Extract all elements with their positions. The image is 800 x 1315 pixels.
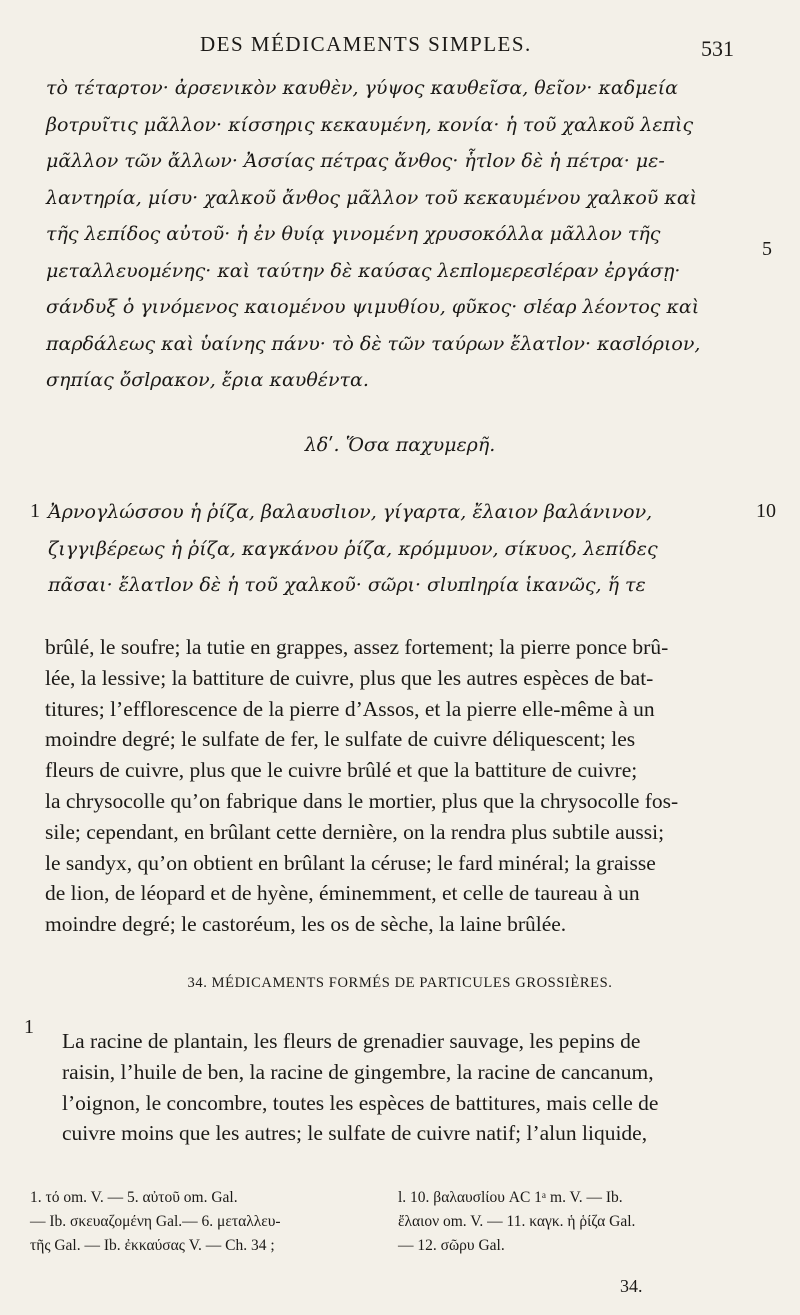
footnote-line: ἔλαιον om. V. — 11. καγκ. ἡ ῥίζα Gal.: [398, 1213, 636, 1230]
greek-line: τῆς λεπίδος αὐτοῦ· ἡ ἐν θυίᾳ γινομένη χρυσοκόλλα μᾶλλον τῆς: [46, 223, 661, 245]
greek-line: παρδάλεως καὶ ὑαίνης πάνυ· τὸ δὲ τῶν ταύρων ἔλατlον· κασlόριον,: [46, 332, 701, 355]
running-title: DES MÉDICAMENTS SIMPLES.: [200, 32, 532, 56]
greek-text-block-2: [48, 494, 748, 604]
french-line: moindre degré; le sulfate de fer, le sulfate de cuivre déliquescent; les: [45, 727, 636, 752]
signature-mark: 34.: [620, 1276, 643, 1296]
greek-line: Ἀρνογλώσσου ἡ ῥίζα, βαλαυσlιον, γίγαρτα, ἔλαιον βαλάνινον,: [48, 501, 653, 523]
french-line: lée, la lessive; la battiture de cuivre, plus que les autres espèces de bat-: [45, 665, 654, 690]
french-line: La racine de plantain, les fleurs de grenadier sauvage, les pepins de: [62, 1029, 641, 1053]
greek-chapter-heading: λδʹ. Ὅσα παχυμερῆ.: [304, 434, 496, 456]
greek-line: σηπίας ὄσlρακον, ἔρια καυθέντα.: [46, 369, 369, 391]
footnote-line: — 12. σῶρυ Gal.: [398, 1237, 505, 1254]
greek-line: σάνδυξ ὁ γινόμενος καιομένου ψιμυθίου, φῦκος· σlέαρ λέοντος καὶ: [46, 296, 700, 318]
greek-line: μεταλλευομένης· καὶ ταύτην δὲ καύσας λεπlομερεσlέραν ἐργάσῃ·: [46, 259, 681, 282]
greek-line: ζιγγιβέρεως ἡ ῥίζα, καγκάνου ῥίζα, κρόμμυον, σίκυος, λεπίδες: [48, 537, 658, 560]
french-line: moindre degré; le castoréum, les os de sèche, la laine brûlée.: [45, 912, 567, 937]
french-line: titures; l’efflorescence de la pierre d’Assos, et la pierre elle-même à un: [45, 696, 655, 721]
page-number: 531: [701, 36, 734, 61]
french-line: le sandyx, qu’on obtient en brûlant la céruse; le fard minéral; la graisse: [45, 850, 656, 875]
footnote-line: — Ib. σκευαζομένη Gal.— 6. μεταλλευ-: [30, 1213, 281, 1230]
french-line: brûlé, le soufre; la tutie en grappes, assez fortement; la pierre ponce brû-: [45, 635, 669, 659]
french-line: cuivre moins que les autres; le sulfate de cuivre natif; l’alun liquide,: [62, 1121, 648, 1146]
french-text-block-1: [45, 632, 750, 940]
line-number-margin: 10: [756, 500, 776, 522]
footnotes-left: [30, 1186, 385, 1258]
french-line: raisin, l’huile de ben, la racine de gingembre, la racine de cancanum,: [62, 1059, 654, 1084]
french-line: la chrysocolle qu’on fabrique dans le mortier, plus que la chrysocolle fos-: [45, 788, 679, 813]
running-header: [0, 32, 800, 68]
french-line: de lion, de léopard et de hyène, éminemment, et celle de taureau à un: [45, 881, 640, 906]
french-line: sile; cependant, en brûlant cette dernière, on la rendra plus subtile aussi;: [45, 819, 665, 844]
line-number-margin: 5: [762, 238, 772, 260]
greek-line: μᾶλλον τῶν ἄλλων· Ἀσσίας πέτρας ἄνθος· ἧτlον δὲ ἡ πέτρα· με-: [46, 150, 665, 172]
footnote-line: τῆς Gal. — Ib. ἐκκαύσας V. — Ch. 34 ;: [30, 1237, 275, 1254]
french-line: l’oignon, le concombre, toutes les espèces de battitures, mais celle de: [62, 1090, 659, 1115]
line-number-margin: 1: [30, 500, 40, 522]
footnote-line: l. 10. βαλαυσlίου AC 1ᵃ m. V. — Ib.: [398, 1189, 623, 1206]
french-line: fleurs de cuivre, plus que le cuivre brûlé et que la battiture de cuivre;: [45, 758, 638, 783]
french-chapter-heading: 34. MÉDICAMENTS FORMÉS DE PARTICULES GROSSIÈRES.: [187, 975, 613, 991]
french-text-block-2: [62, 1026, 752, 1149]
footnote-line: 1. τό om. V. — 5. αὐτοῦ om. Gal.: [30, 1189, 238, 1206]
greek-line: πᾶσαι· ἔλατlον δὲ ἡ τοῦ χαλκοῦ· σῶρι· σlυπlηρία ἱκανῶς, ἥ τε: [48, 574, 646, 596]
greek-line: λαντηρία, μίσυ· χαλκοῦ ἄνθος μᾶλλον τοῦ κεκαυμένου χαλκοῦ καὶ: [46, 186, 698, 209]
footnotes-right: [398, 1186, 758, 1258]
greek-text-block-1: [46, 70, 746, 399]
line-number-margin: 1: [24, 1016, 34, 1038]
greek-line: τὸ τέταρτον· ἀρσενικὸν καυθὲν, γύψος καυθεῖσα, θεῖον· καδμεία: [46, 77, 678, 99]
greek-line: βοτρυῖτις μᾶλλον· κίσσηρις κεκαυμένη, κονία· ἡ τοῦ χαλκοῦ λεπὶς: [46, 113, 694, 136]
